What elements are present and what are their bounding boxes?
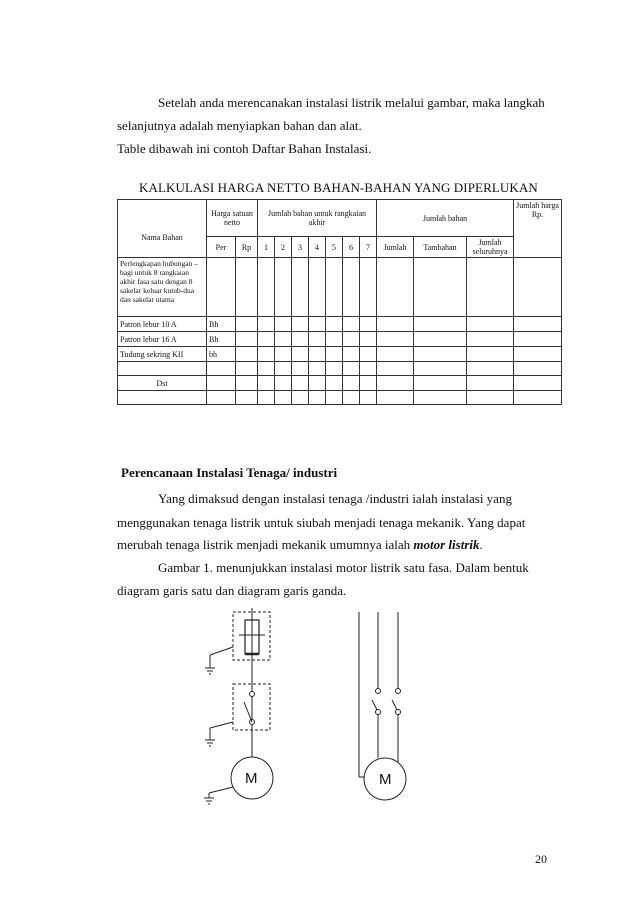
table-row bbox=[118, 332, 562, 347]
row-per bbox=[207, 362, 236, 376]
intro-line-3: Table dibawah ini contoh Daftar Bahan Instalasi. bbox=[117, 141, 372, 156]
table-row bbox=[118, 317, 562, 332]
row-name: Perlengkapan hubungan –bagi untuk 8 rangkaian akhir fasa satu dengan 8 sakelar keluar kutub-dua dan sakelar utama bbox=[118, 258, 207, 317]
row-per: Bh bbox=[207, 317, 236, 332]
section-p1-line-1: Yang dimaksud dengan instalasi tenaga /industri ialah instalasi yang bbox=[158, 491, 512, 506]
header-col-6: 6 bbox=[343, 237, 360, 258]
row-per bbox=[207, 258, 236, 317]
row-per bbox=[207, 391, 236, 405]
intro-line-2: selanjutnya adalah menyiapkan bahan dan alat. bbox=[117, 118, 362, 133]
table-row bbox=[118, 362, 562, 376]
header-jumlah-bahan: Jumlah bahan bbox=[377, 200, 514, 237]
row-per bbox=[207, 376, 236, 391]
header-jumlah-seluruhnya: Jumlah seluruhnya bbox=[467, 237, 514, 258]
header-harga-satuan: Harga satuan netto bbox=[207, 200, 258, 237]
row-name: Dst bbox=[118, 376, 207, 391]
section-p1-line-3 bbox=[117, 536, 483, 553]
motor-wiring-diagram bbox=[195, 600, 435, 805]
row-per: bh bbox=[207, 347, 236, 362]
single-line-diagram bbox=[204, 608, 273, 804]
switch-icon bbox=[244, 702, 252, 722]
header-per: Per bbox=[207, 237, 236, 258]
header-col-4: 4 bbox=[309, 237, 326, 258]
section-p1-line-3-text: merubah tenaga listrik menjadi mekanik umumnya ialah bbox=[117, 537, 414, 552]
page-number: 20 bbox=[535, 852, 547, 866]
table-title: KALKULASI HARGA NETTO BAHAN-BAHAN YANG DIPERLUKAN bbox=[139, 180, 538, 195]
row-per: Bh bbox=[207, 332, 236, 347]
motor-label-right: M bbox=[379, 771, 392, 788]
table-row bbox=[118, 258, 562, 317]
row-name: Tudung sekring KII bbox=[118, 347, 207, 362]
motor-label-left: M bbox=[245, 770, 258, 787]
section-p1-line-3-suffix: . bbox=[479, 537, 483, 552]
header-tambahan: Tambahan bbox=[414, 237, 467, 258]
header-col-5: 5 bbox=[326, 237, 343, 258]
section-p2-line-2: diagram garis satu dan diagram garis ganda. bbox=[117, 583, 347, 598]
table-header-row bbox=[118, 200, 562, 237]
row-name: Patron lebur 16 A bbox=[118, 332, 207, 347]
section-heading: Perencanaan Instalasi Tenaga/ industri bbox=[121, 465, 338, 480]
intro-line-1: Setelah anda merencanakan instalasi listrik melalui gambar, maka langkah bbox=[158, 95, 545, 110]
row-name: Patron lebur 10 A bbox=[118, 317, 207, 332]
section-p1-line-2: menggunakan tenaga listrik untuk siubah menjadi tenaga mekanik. Yang dapat bbox=[117, 515, 526, 530]
header-nama-bahan: Nama Bahan bbox=[118, 200, 207, 258]
table-row bbox=[118, 347, 562, 362]
section-p2-line-1: Gambar 1. menunjukkan instalasi motor listrik satu fasa. Dalam bentuk bbox=[158, 560, 529, 575]
header-rp: Rp bbox=[236, 237, 258, 258]
header-jumlah: Jumlah bbox=[377, 237, 414, 258]
row-name bbox=[118, 362, 207, 376]
motor-listrik-emphasis: motor listrik bbox=[413, 537, 480, 552]
header-jumlah-harga: Jumlah harga Rp. bbox=[514, 200, 562, 258]
table-row bbox=[118, 391, 562, 405]
header-col-2: 2 bbox=[275, 237, 292, 258]
table-row bbox=[118, 376, 562, 391]
header-jumlah-rangkaian: Jumlah bahan untuk rangkaian akhir bbox=[258, 200, 377, 237]
header-col-7: 7 bbox=[360, 237, 377, 258]
header-col-1: 1 bbox=[258, 237, 275, 258]
header-col-3: 3 bbox=[292, 237, 309, 258]
row-name bbox=[118, 391, 207, 405]
material-cost-table bbox=[117, 199, 562, 405]
